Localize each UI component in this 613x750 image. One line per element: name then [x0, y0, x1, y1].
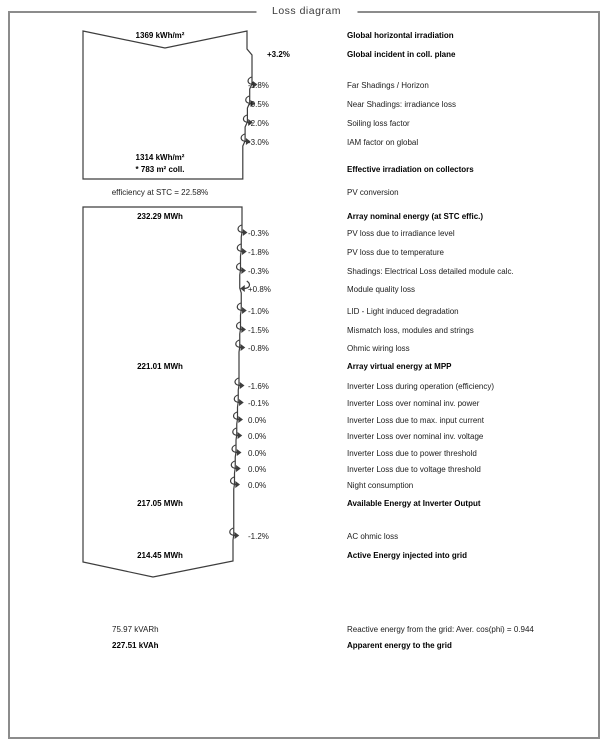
percent-text: -0.5%	[248, 100, 269, 109]
label-text: Mismatch loss, modules and strings	[347, 326, 474, 335]
label-text: Array virtual energy at MPP	[347, 362, 452, 371]
loss-arrowhead-icon	[239, 399, 244, 406]
loss-arrowhead-icon	[242, 307, 247, 314]
loss-arrowhead-icon	[237, 449, 242, 456]
value-text: 217.05 MWh	[137, 499, 183, 508]
percent-text: +0.8%	[248, 285, 271, 294]
loss-arrowhead-icon	[241, 267, 246, 274]
value-text: 227.51 kVAh	[112, 641, 159, 650]
percent-text: 0.0%	[248, 465, 267, 474]
percent-text: 0.0%	[248, 416, 267, 425]
label-text: Inverter Loss during operation (efficiency)	[347, 382, 495, 391]
loss-arrowhead-icon	[242, 248, 247, 255]
value-text: 75.97 kVARh	[112, 625, 159, 634]
label-text: Shadings: Electrical Loss detailed module calc.	[347, 267, 514, 276]
value-text: 221.01 MWh	[137, 362, 183, 371]
percent-text: -1.6%	[248, 382, 269, 391]
percent-text: -0.3%	[248, 267, 269, 276]
percent-text: -1.0%	[248, 307, 269, 316]
label-text: Apparent energy to the grid	[347, 641, 452, 650]
value-text: 1314 kWh/m²	[135, 153, 185, 162]
percent-text: -1.8%	[248, 248, 269, 257]
label-text: Inverter Loss due to power threshold	[347, 449, 477, 458]
label-text: AC ohmic loss	[347, 532, 399, 541]
label-text: Far Shadings / Horizon	[347, 81, 429, 90]
loss-arrowhead-icon	[236, 465, 241, 472]
percent-text: -3.0%	[248, 138, 269, 147]
loss-arrowhead-icon	[238, 416, 243, 423]
value-text: efficiency at STC = 22.58%	[111, 188, 209, 197]
label-text: Near Shadings: irradiance loss	[347, 100, 456, 109]
loss-arrowhead-icon	[240, 382, 245, 389]
label-text: Inverter Loss due to voltage threshold	[347, 465, 481, 474]
percent-text: 0.0%	[248, 481, 267, 490]
label-text: Inverter Loss over nominal inv. voltage	[347, 432, 484, 441]
percent-text: -0.1%	[248, 399, 269, 408]
label-text: PV conversion	[347, 188, 399, 197]
value-text: * 783 m² coll.	[135, 165, 185, 174]
page-title: Loss diagram	[256, 5, 357, 17]
label-text: Inverter Loss due to max. input current	[347, 416, 484, 425]
loss-arrowhead-icon	[235, 532, 240, 539]
label-text: Ohmic wiring loss	[347, 344, 410, 353]
label-text: Reactive energy from the grid: Aver. cos(phi) = 0.944	[347, 625, 534, 634]
percent-text: -1.8%	[248, 81, 269, 90]
label-text: LID - Light induced degradation	[347, 307, 459, 316]
label-text: Global horizontal irradiation	[347, 31, 454, 40]
label-text: PV loss due to temperature	[347, 248, 444, 257]
energy-funnel-shape	[83, 207, 242, 577]
label-text: Active Energy injected into grid	[347, 551, 468, 560]
loss-arrowhead-icon	[241, 326, 246, 333]
percent-text: 0.0%	[248, 432, 267, 441]
label-text: Module quality loss	[347, 285, 416, 294]
label-text: Soiling loss factor	[347, 119, 410, 128]
label-text: Effective irradiation on collectors	[347, 165, 474, 174]
loss-arrowhead-icon	[238, 432, 243, 439]
percent-text: 0.0%	[248, 449, 267, 458]
label-text: PV loss due to irradiance level	[347, 229, 455, 238]
loss-arrowhead-icon	[241, 344, 246, 351]
label-text: Inverter Loss over nominal inv. power	[347, 399, 480, 408]
value-text: 1369 kWh/m²	[135, 31, 185, 40]
loss-arrowhead-icon	[235, 481, 240, 488]
label-text: Array nominal energy (at STC effic.)	[347, 212, 484, 221]
percent-text: -0.3%	[248, 229, 269, 238]
loss-arrowhead-icon	[243, 229, 248, 236]
percent-text: +3.2%	[267, 50, 290, 59]
percent-text: -1.2%	[248, 532, 269, 541]
label-text: Global incident in coll. plane	[347, 50, 456, 59]
percent-text: -0.8%	[248, 344, 269, 353]
label-text: Available Energy at Inverter Output	[347, 499, 481, 508]
value-text: 232.29 MWh	[137, 212, 183, 221]
percent-text: -2.0%	[248, 119, 269, 128]
label-text: IAM factor on global	[347, 138, 419, 147]
label-text: Night consumption	[347, 481, 414, 490]
value-text: 214.45 MWh	[137, 551, 183, 560]
percent-text: -1.5%	[248, 326, 269, 335]
